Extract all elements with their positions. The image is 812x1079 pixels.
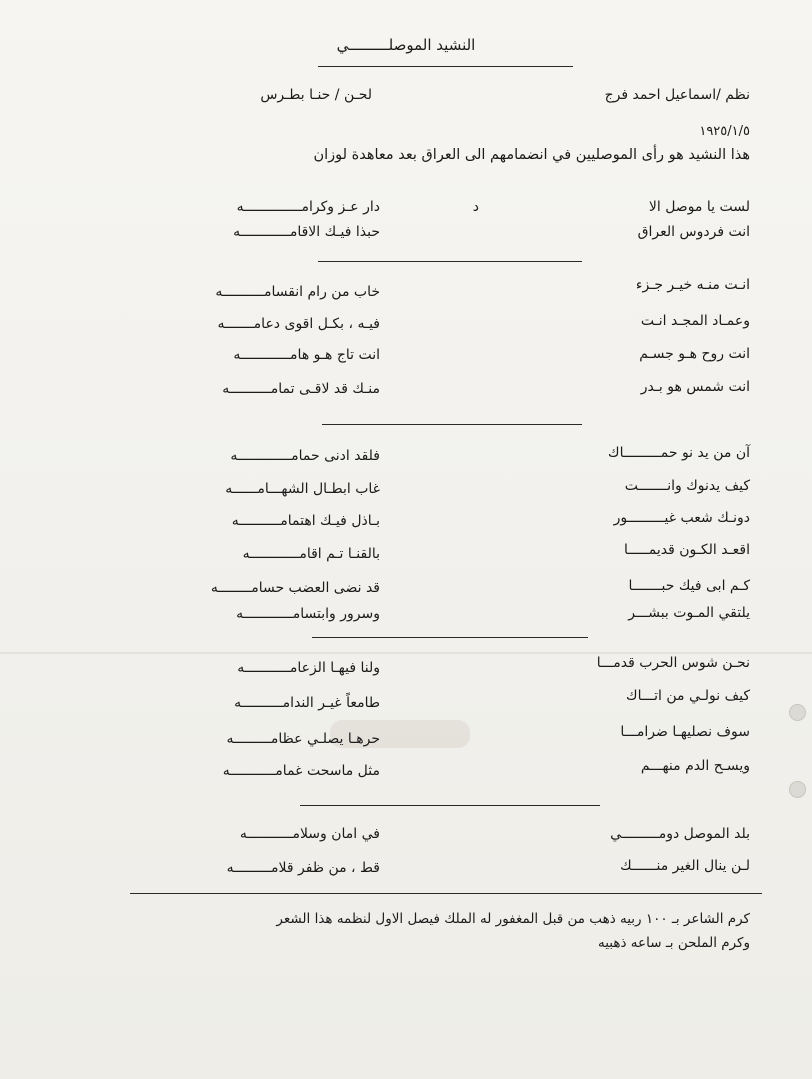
stanza2-line4-left: منـك قد لاقـى تمامــــــــــه	[222, 381, 380, 397]
stanza1-line2-right: انت فردوس العراق	[637, 224, 750, 240]
stanza3-line5-right: كـم ابى فيك حبـــــــا	[628, 578, 750, 594]
stanza3-line3-right: دونـك شعب غيـــــــــور	[613, 510, 750, 526]
punch-hole-bottom	[789, 781, 806, 798]
stanza2-line2-right: وعمـاد المجـد انـت	[640, 313, 750, 329]
stanza4-line3-left: حرهـا يصلـي عظامـــــــــه	[226, 731, 380, 747]
title-underline	[318, 66, 573, 67]
footer-note-line2: وكرم الملحن بـ ساعه ذهبيه	[598, 935, 750, 951]
footer-note-line1: كرم الشاعر بـ ١٠٠ ربيه ذهب من قبل المغفور له الملك فيصل الاول لنظمه هذا الشعر	[276, 911, 750, 927]
stanza4-line1-left: ولنا فيهـا الزعامـــــــــــه	[237, 660, 380, 676]
stanza5-line2-left: قط ، من ظفر قلامـــــــــه	[226, 860, 380, 876]
stanza3-line6-right: يلتقي المـوت ببشـــر	[628, 605, 750, 621]
stanza2-line1-left: خاب من رام انقسامــــــــــه	[215, 284, 380, 300]
stanza4-line4-right: ويسـح الدم منهـــم	[640, 758, 750, 774]
stanza1-line1-right: لست يا موصل الا	[648, 199, 750, 215]
stanza5-line2-right: لـن ينال الغير منــــــك	[620, 858, 750, 874]
stanza2-line3-right: انت روح هـو جسـم	[639, 346, 750, 362]
stanza5-line1-right: بلد الموصل دومـــــــــي	[610, 826, 750, 842]
stanza4-line1-right: نحـن شوس الحرب قدمـــا	[596, 655, 750, 671]
stanza4-line2-left: طامعاً غيـر الندامــــــــــه	[234, 695, 380, 711]
document-date: ١٩٢٥/١/٥	[699, 124, 750, 139]
stanza3-line4-left: بالقنـا تـم اقامــــــــــــه	[242, 546, 380, 562]
stanza3-line2-right: كيف يدنوك وانـــــــت	[624, 478, 750, 494]
intro-text: هذا النشيد هو رأى الموصليين في انضمامهم الى العراق بعد معاهدة لوزان	[313, 147, 750, 163]
composer-credit: لحـن / حنـا بطـرس	[260, 87, 372, 103]
divider-2	[322, 424, 582, 425]
stanza2-line3-left: انت تاج هـو هامــــــــــــه	[233, 347, 380, 363]
stanza1-marker: د	[472, 199, 479, 215]
stanza3-line5-left: قد نضى العضب حسامــــــــه	[210, 580, 380, 596]
stanza3-line1-right: آن من يد نو حمـــــــــاك	[608, 445, 750, 461]
stanza3-line1-left: فلقد ادنى حمامـــــــــــــه	[230, 448, 380, 464]
stanza4-line2-right: كيف نولـي من اتـــاك	[626, 688, 750, 704]
stanza4-line4-left: مثل ماسحت غمامـــــــــــه	[222, 763, 380, 779]
divider-1	[318, 261, 582, 262]
document-title: النشيد الموصلـــــــــي	[336, 36, 476, 54]
stanza1-line2-left: حبذا فيـك الاقامــــــــــــه	[233, 224, 380, 240]
fold-crease	[0, 652, 812, 654]
stanza3-line3-left: بـاذل فيـك اهتمامــــــــــه	[231, 513, 380, 529]
poet-credit: نظم /اسماعيل احمد فرج	[604, 87, 750, 103]
divider-5	[130, 893, 762, 894]
stanza3-line2-left: غاب ابطـال الشهـــامــــــه	[225, 481, 380, 497]
stanza4-line3-right: سوف نصليهـا ضرامـــا	[620, 724, 750, 740]
stanza1-line1-left: دار عـز وكرامــــــــــــــه	[236, 199, 380, 215]
divider-3	[312, 637, 588, 638]
stanza5-line1-left: في امان وسلامـــــــــــه	[239, 826, 380, 842]
divider-4	[300, 805, 600, 806]
stanza3-line6-left: وسرور وابتسامــــــــــــه	[236, 606, 380, 622]
stanza2-line4-right: انت شمس هو بـدر	[640, 379, 750, 395]
stanza3-line4-right: اقعـد الكـون قديمـــــا	[624, 542, 750, 558]
stanza2-line2-left: فيـه ، بكـل اقوى دعامـــــــه	[217, 316, 380, 332]
stanza2-line1-right: انـت منـه خيـر جـزء	[635, 277, 750, 293]
punch-hole-top	[789, 704, 806, 721]
